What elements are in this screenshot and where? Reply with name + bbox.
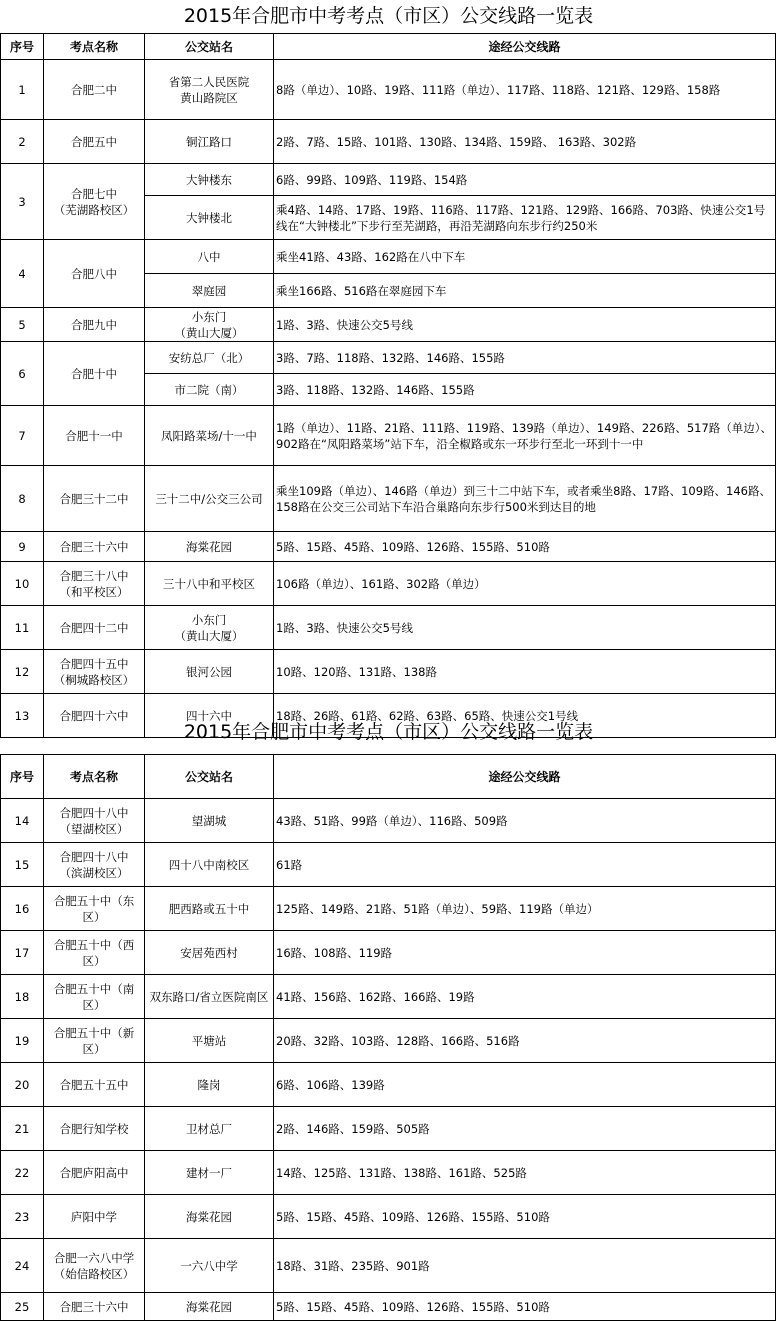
cell-routes: 43路、51路、99路（单边）、116路、509路 [274, 799, 776, 843]
header-routes: 途经公交线路 [274, 34, 776, 60]
cell-no: 11 [1, 606, 44, 650]
table-row [1, 606, 776, 650]
table-row [1, 1019, 776, 1063]
cell-stop: 海棠花园 [145, 1195, 274, 1239]
cell-no: 21 [1, 1107, 44, 1151]
cell-school: 合肥行知学校 [44, 1107, 145, 1151]
cell-routes: 18路、26路、61路、62路、63路、65路、快速公交1号线 [274, 694, 776, 738]
cell-stop: 小东门 （黄山大厦） [145, 308, 274, 342]
cell-stop: 市二院（南） [145, 374, 274, 406]
cell-school: 合肥三十八中 （和平校区） [44, 562, 145, 606]
cell-school: 合肥五十中（西区） [44, 931, 145, 975]
cell-routes: 18路、31路、235路、901路 [274, 1239, 776, 1293]
cell-stop: 银河公园 [145, 650, 274, 694]
cell-no: 1 [1, 60, 44, 120]
cell-school: 合肥三十六中 [44, 1293, 145, 1321]
cell-no: 20 [1, 1063, 44, 1107]
cell-stop: 望湖城 [145, 799, 274, 843]
table-row [1, 466, 776, 532]
cell-routes: 5路、15路、45路、109路、126路、155路、510路 [274, 532, 776, 562]
table-row [1, 342, 776, 374]
table-row [1, 1151, 776, 1195]
cell-school: 合肥九中 [44, 308, 145, 342]
cell-routes: 8路（单边）、10路、19路、111路（单边）、117路、118路、121路、129路、158路 [274, 60, 776, 120]
cell-routes: 3路、118路、132路、146路、155路 [274, 374, 776, 406]
cell-no: 6 [1, 342, 44, 406]
cell-school: 合肥二中 [44, 60, 145, 120]
cell-stop: 三十八中和平校区 [145, 562, 274, 606]
cell-school: 合肥五十中（南区） [44, 975, 145, 1019]
cell-routes: 2路、146路、159路、505路 [274, 1107, 776, 1151]
table-row [1, 532, 776, 562]
table-row [1, 1239, 776, 1293]
cell-stop: 卫材总厂 [145, 1107, 274, 1151]
header-no: 序号 [1, 34, 44, 60]
cell-routes: 3路、7路、118路、132路、146路、155路 [274, 342, 776, 374]
cell-no: 2 [1, 120, 44, 164]
table-row [1, 887, 776, 931]
cell-no: 10 [1, 562, 44, 606]
cell-stop: 铜江路口 [145, 120, 274, 164]
cell-school: 合肥三十二中 [44, 466, 145, 532]
table-row [1, 406, 776, 466]
cell-no: 9 [1, 532, 44, 562]
table-row [1, 1107, 776, 1151]
cell-routes: 6路、106路、139路 [274, 1063, 776, 1107]
cell-routes: 20路、32路、103路、128路、166路、516路 [274, 1019, 776, 1063]
cell-school: 合肥五中 [44, 120, 145, 164]
cell-routes: 乘坐41路、43路、162路在八中下车 [274, 240, 776, 274]
table-row [1, 931, 776, 975]
table-row [1, 240, 776, 274]
table-row [1, 562, 776, 606]
cell-stop: 海棠花园 [145, 532, 274, 562]
header-school: 考点名称 [44, 755, 145, 799]
cell-stop: 安居苑西村 [145, 931, 274, 975]
cell-routes: 乘坐166路、516路在翠庭园下车 [274, 274, 776, 308]
table-row [1, 308, 776, 342]
cell-stop: 三十二中/公交三公司 [145, 466, 274, 532]
cell-stop: 大钟楼北 [145, 196, 274, 240]
table-row [1, 843, 776, 887]
cell-routes: 6路、99路、109路、119路、154路 [274, 164, 776, 196]
header-routes: 途经公交线路 [274, 755, 776, 799]
cell-no: 12 [1, 650, 44, 694]
cell-no: 23 [1, 1195, 44, 1239]
cell-routes: 16路、108路、119路 [274, 931, 776, 975]
cell-routes: 5路、15路、45路、109路、126路、155路、510路 [274, 1293, 776, 1321]
header-school: 考点名称 [44, 34, 145, 60]
cell-routes: 14路、125路、131路、138路、161路、525路 [274, 1151, 776, 1195]
cell-school: 合肥四十八中 （望湖校区） [44, 799, 145, 843]
header-no: 序号 [1, 755, 44, 799]
header-row [1, 34, 776, 60]
cell-no: 18 [1, 975, 44, 1019]
cell-routes: 106路（单边）、161路、302路（单边） [274, 562, 776, 606]
table-title-1: 2015年合肥市中考考点（市区）公交线路一览表 [183, 5, 594, 27]
cell-school: 合肥三十六中 [44, 532, 145, 562]
bus-route-table-2 [0, 754, 776, 1321]
cell-school: 合肥四十六中 [44, 694, 145, 738]
cell-stop: 肥西路或五十中 [145, 887, 274, 931]
cell-school: 合肥八中 [44, 240, 145, 308]
cell-school: 合肥一六八中学 （始信路校区） [44, 1239, 145, 1293]
cell-no: 19 [1, 1019, 44, 1063]
cell-no: 17 [1, 931, 44, 975]
table-row [1, 799, 776, 843]
header-stop: 公交站名 [145, 755, 274, 799]
cell-stop: 建材一厂 [145, 1151, 274, 1195]
cell-no: 25 [1, 1293, 44, 1321]
cell-no: 22 [1, 1151, 44, 1195]
cell-routes: 125路、149路、21路、51路（单边）、59路、119路（单边） [274, 887, 776, 931]
cell-no: 7 [1, 406, 44, 466]
cell-stop: 四十八中南校区 [145, 843, 274, 887]
cell-school: 合肥十一中 [44, 406, 145, 466]
cell-stop: 双东路口/省立医院南区 [145, 975, 274, 1019]
table-row [1, 164, 776, 196]
cell-school: 合肥四十八中 （滨湖校区） [44, 843, 145, 887]
table-row [1, 60, 776, 120]
table-title-2: 2015年合肥市中考考点（市区）公交线路一览表 [183, 721, 594, 743]
cell-stop: 安纺总厂（北） [145, 342, 274, 374]
cell-routes: 1路（单边）、11路、21路、111路、119路、139路（单边）、149路、226路、517路（单边）、902路在“凤阳路菜场”站下车，沿全椒路或东一环步行至北一环到十一中 [274, 406, 776, 466]
cell-no: 24 [1, 1239, 44, 1293]
cell-stop: 四十六中 [145, 694, 274, 738]
table-row [1, 1063, 776, 1107]
cell-routes: 5路、15路、45路、109路、126路、155路、510路 [274, 1195, 776, 1239]
cell-stop: 大钟楼东 [145, 164, 274, 196]
table-row [1, 650, 776, 694]
cell-stop: 一六八中学 [145, 1239, 274, 1293]
cell-routes: 1路、3路、快速公交5号线 [274, 606, 776, 650]
table-row [1, 1293, 776, 1321]
header-row [1, 755, 776, 799]
table-row [1, 1195, 776, 1239]
cell-no: 4 [1, 240, 44, 308]
cell-school: 合肥七中 （芜湖路校区） [44, 164, 145, 240]
cell-no: 16 [1, 887, 44, 931]
cell-school: 合肥四十二中 [44, 606, 145, 650]
header-stop: 公交站名 [145, 34, 274, 60]
cell-stop: 小东门 （黄山大厦） [145, 606, 274, 650]
cell-school: 合肥五十中（新区） [44, 1019, 145, 1063]
cell-school: 合肥十中 [44, 342, 145, 406]
cell-stop: 省第二人民医院 黄山路院区 [145, 60, 274, 120]
cell-no: 15 [1, 843, 44, 887]
cell-stop: 平塘站 [145, 1019, 274, 1063]
cell-routes: 41路、156路、162路、166路、19路 [274, 975, 776, 1019]
cell-routes: 乘4路、14路、17路、19路、116路、117路、121路、129路、166路、703路、快速公交1号线在“大钟楼北”下步行至芜湖路，再沿芜湖路向东步行约250米 [274, 196, 776, 240]
cell-stop: 海棠花园 [145, 1293, 274, 1321]
cell-school: 合肥庐阳高中 [44, 1151, 145, 1195]
cell-no: 3 [1, 164, 44, 240]
cell-routes: 乘坐109路（单边）、146路（单边）到三十二中站下车，或者乘坐8路、17路、109路、146路、158路在公交三公司站下车沿合巢路向东步行500米到达目的地 [274, 466, 776, 532]
cell-school: 合肥四十五中 （桐城路校区） [44, 650, 145, 694]
cell-stop: 隆岗 [145, 1063, 274, 1107]
cell-stop: 八中 [145, 240, 274, 274]
cell-routes: 1路、3路、快速公交5号线 [274, 308, 776, 342]
cell-no: 8 [1, 466, 44, 532]
cell-school: 合肥五十中（东区） [44, 887, 145, 931]
cell-no: 5 [1, 308, 44, 342]
table-row [1, 120, 776, 164]
bus-route-table-1 [0, 33, 776, 738]
cell-school: 合肥五十五中 [44, 1063, 145, 1107]
cell-no: 14 [1, 799, 44, 843]
cell-no: 13 [1, 694, 44, 738]
cell-routes: 61路 [274, 843, 776, 887]
cell-stop: 凤阳路菜场/十一中 [145, 406, 274, 466]
cell-routes: 2路、7路、15路、101路、130路、134路、159路、 163路、302路 [274, 120, 776, 164]
table-row [1, 975, 776, 1019]
cell-school: 庐阳中学 [44, 1195, 145, 1239]
cell-stop: 翠庭园 [145, 274, 274, 308]
cell-routes: 10路、120路、131路、138路 [274, 650, 776, 694]
